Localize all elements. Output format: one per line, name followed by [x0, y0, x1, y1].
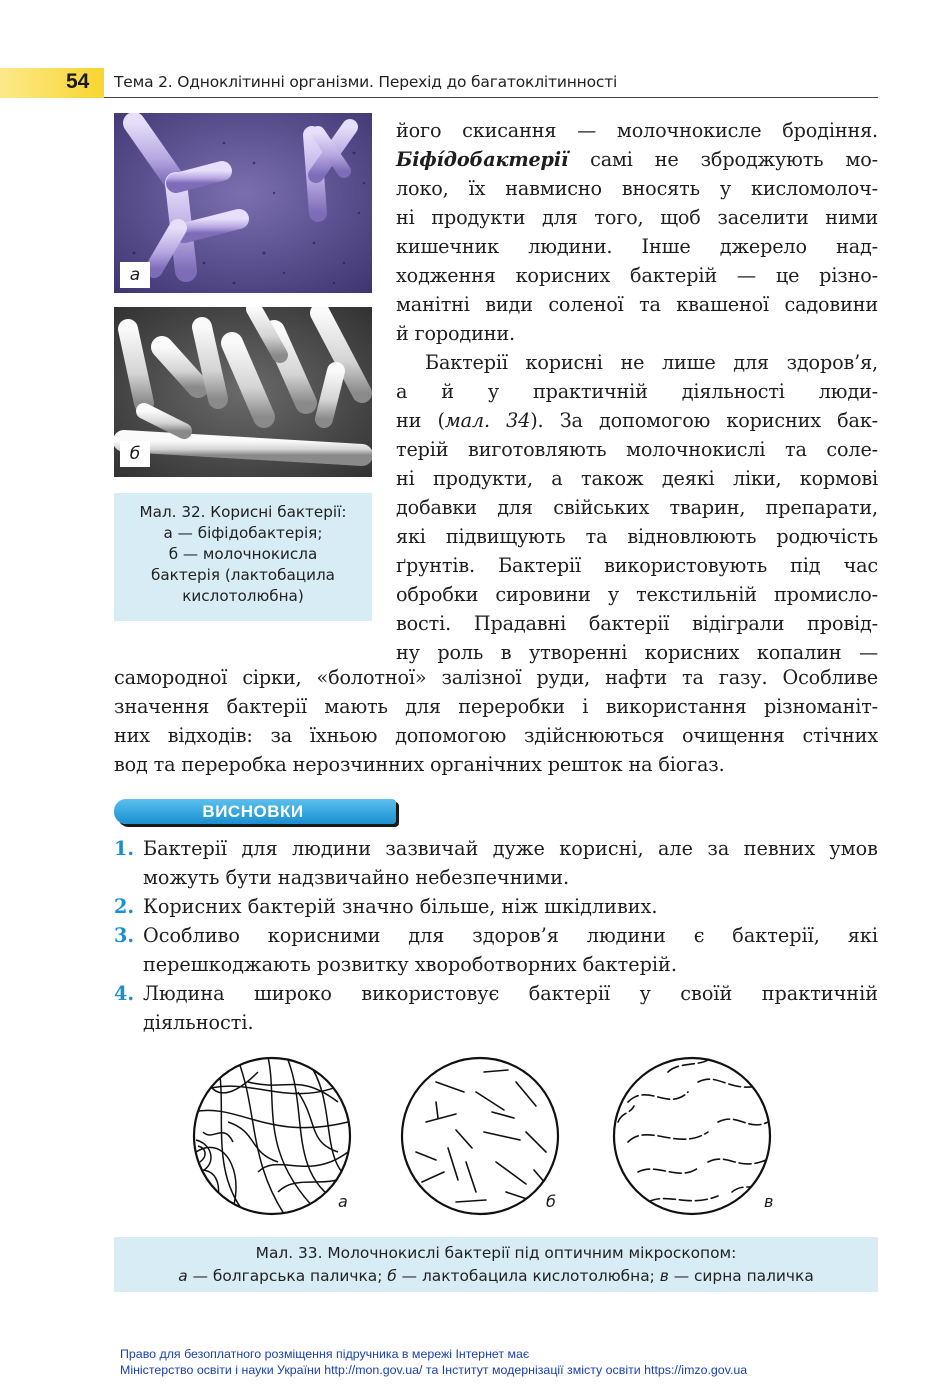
microscope-drawing-c	[608, 1052, 776, 1222]
caption32-line5: кислотолюбна)	[182, 587, 304, 605]
column-line: терій виготовляють молочнокислі та соле-	[396, 438, 878, 461]
caption32-line1: Мал. 32. Корисні бактерії:	[139, 503, 347, 521]
column-line: ни (мал. 34). За допомогою корисних бак-	[396, 409, 878, 432]
full-width-paragraph	[114, 663, 878, 779]
copyright-footer	[120, 1346, 747, 1378]
column-line: ні продукти для того, щоб заселити ними	[396, 206, 878, 229]
list-item: 1. Бактерії для людини зазвичай дуже корисні, але за певних умов можуть бути надзвичайно небезпечними.	[114, 837, 878, 889]
column-line: його скисання — молочнокисле бродіння.	[396, 119, 878, 142]
microscope-drawing-a	[188, 1052, 356, 1222]
figure33-caption	[114, 1237, 878, 1292]
full-line: вод та переробка нерозчинних органічних решток на біогаз.	[114, 753, 725, 776]
figure-label-b: б	[120, 441, 150, 467]
column-line: локо, їх навмисно вносять у кисломолоч-	[396, 177, 878, 200]
column-line: вості. Прадавні бактерії відіграли провід-	[396, 612, 878, 635]
column-line: манітні види соленої та квашеної садовини	[396, 293, 878, 316]
microscope-drawing-b	[396, 1052, 564, 1222]
list-item: 4. Людина широко використовує бактерії у своїй практичній діяльності.	[114, 982, 878, 1034]
column-line: кишечник людини. Інше джерело над-	[396, 235, 878, 258]
column-line: ну роль в утворенні корисних копалин —	[396, 641, 878, 664]
figure32-caption	[114, 493, 372, 621]
column-line: добавки для свійських тварин, препарати,	[396, 496, 878, 519]
drawing-label-b: б	[546, 1192, 556, 1211]
list-item: 3. Особливо корисними для здоров’я людини є бактерії, які перешкоджають розвитку хвороботворних бактерій.	[114, 924, 878, 976]
list-item: 2. Корисних бактерій значно більше, ніж шкідливих.	[114, 895, 658, 918]
column-line: ґрунтів. Бактерії використовують під час	[396, 554, 878, 577]
caption32-line4: бактерія (лактобацила	[150, 566, 335, 584]
caption32-line2: а — біфідобактерія;	[163, 524, 323, 542]
full-line: них відходів: за їхньою допомогою здійснюються очищення стічних	[114, 724, 878, 747]
figure-reference: мал. 34	[444, 409, 531, 432]
photo-lactobacilli	[114, 307, 372, 477]
conclusions-title: ВИСНОВКИ	[202, 802, 304, 821]
column-line: ні продукти, а також деякі ліки, кормові	[396, 467, 878, 490]
footer-line2[interactable]: Міністерство освіти і науки України http://mon.gov.ua/ та Інститут модернізації змісту освіти https://imzo.gov.ua	[120, 1363, 748, 1377]
conclusions-list	[114, 834, 878, 1037]
caption33-line1: Мал. 33. Молочнокислі бактерії під оптичним мікроскопом:	[255, 1244, 737, 1262]
figure-label-a: а	[120, 262, 150, 288]
header-rule	[104, 97, 878, 98]
caption33-line2: а — болгарська паличка; б — лактобацила кислотолюбна; в — сирна паличка	[178, 1267, 814, 1285]
page-number: 54	[66, 70, 90, 93]
full-line: самородної сірки, «болотної» залізної руди, нафти та газу. Особливе	[114, 666, 878, 689]
column-line: а й у практичній діяльності люди-	[396, 380, 878, 403]
caption32-line3: б — молочнокисла	[168, 545, 318, 563]
drawing-label-c: в	[764, 1192, 774, 1211]
bold-term: Біфі́добактерії	[396, 148, 569, 171]
full-line: значення бактерії мають для переробки і використання різноманіт-	[114, 695, 878, 718]
column-line: Біфі́добактерії самі не зброджують мо-	[396, 148, 878, 171]
column-line: й городини.	[396, 322, 515, 345]
column-line: ходження корисних бактерій — це різно-	[396, 264, 878, 287]
conclusions-heading	[114, 799, 396, 824]
column-line: обробки сировини у текстильній промисло-	[396, 583, 878, 606]
footer-line1: Право для безоплатного розміщення підручника в мережі Інтернет має	[120, 1347, 530, 1361]
running-title: Тема 2. Одноклітинні організми. Перехід до багатоклітинності	[114, 73, 618, 91]
column-paragraphs	[396, 116, 878, 667]
drawing-label-a: а	[338, 1192, 348, 1211]
column-line: Бактерії корисні не лише для здоров’я,	[425, 351, 878, 374]
photo-bifidobacteria	[114, 113, 372, 293]
column-line: які підвищують та відновлюють родючість	[396, 525, 878, 548]
